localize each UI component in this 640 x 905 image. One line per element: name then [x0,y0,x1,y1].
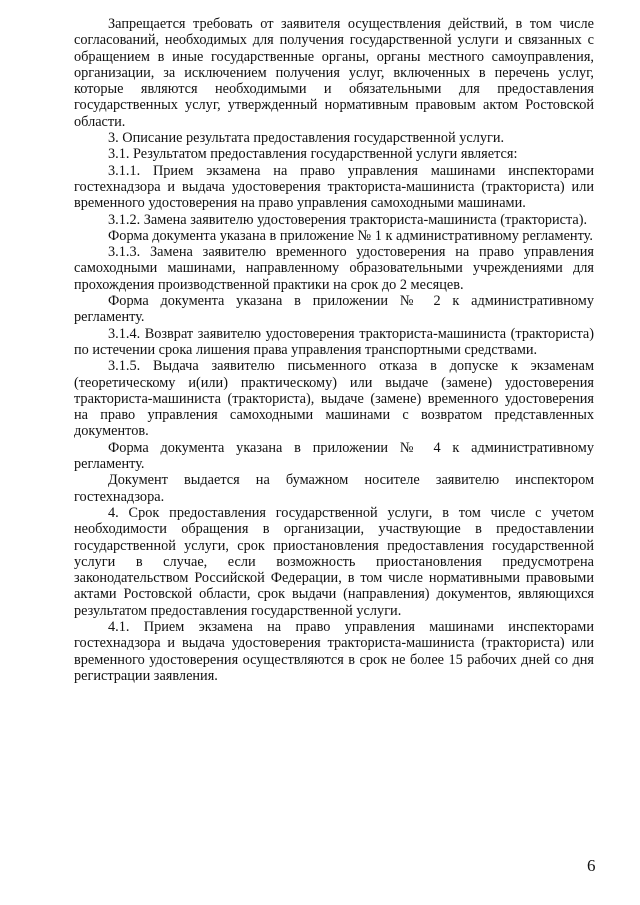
paragraph-form-appendix-2: Форма документа указана в приложении № 2 к административному регламенту. [74,293,594,326]
paragraph-document-issued: Документ выдается на бумажном носителе заявителю инспектором гостехнадзора. [74,472,594,505]
paragraph-3-1: 3.1. Результатом предоставления государственной услуги является: [108,146,518,163]
paragraph-4-1: 4.1. Прием экзамена на право управления машинами инспекторами гостехнадзора и выдача удостоверения тракториста-машиниста (тракториста) или временного удостоверения осуществляются в срок не более 15 рабочих дней со дня регистрации заявления. [74,618,594,684]
paragraph-3-1-3: 3.1.3. Замена заявителю временного удостоверения на право управления самоходными машинами, направленному образовательными учреждениями для прохождения производственной практики на срок до 2 месяцев. [74,244,594,293]
paragraph-3-1-4: 3.1.4. Возврат заявителю удостоверения тракториста-машиниста (тракториста) по истечении срока лишения права управления транспортными средствами. [74,325,594,358]
document-page [74,16,594,684]
page-number: 6 [587,856,596,875]
paragraph-3-1-2: 3.1.2. Замена заявителю удостоверения тракториста-машиниста (тракториста). [108,211,588,228]
paragraph-3-1-5: 3.1.5. Выдача заявителю письменного отказа в допуске к экзаменам (теоретическому и(или) практическому) или выдаче (замене) удостоверения тракториста-машиниста (тракториста), выдаче (замене) временного удостоверения на право управления самоходными машинами с возвратом представленных документов. [74,358,594,440]
paragraph-prohibition: Запрещается требовать от заявителя осуществления действий, в том числе согласований, необходимых для получения государственной услуги и связанных с обращением в иные государственные органы, органы местного самоуправления, организации, за исключением получения услуг, включенных в перечень услуг, которые являются необходимыми и обязательными для предоставления государственных услуг, утвержденный нормативным правовым актом Ростовской области. [74,16,594,130]
paragraph-form-appendix-1: Форма документа указана в приложение № 1 к административному регламенту. [108,227,593,244]
paragraph-3-1-1: 3.1.1. Прием экзамена на право управления машинами инспекторами гостехнадзора и выдача удостоверения тракториста-машиниста (тракториста) или временного удостоверения на право управления самоходными машинами. [74,162,594,212]
paragraph-form-appendix-4: Форма документа указана в приложении № 4 к административному регламенту. [74,439,594,473]
paragraph-section-4-heading: 4. Срок предоставления государственной услуги, в том числе с учетом необходимости обращения в организации, участвующие в предоставлении государственной услуги, срок приостановления предоставления государственной услуги в случае, если возможность приостановления предусмотрена законодательством Российской Федерации, в том числе нормативными правовыми актами Ростовской области, срок выдачи (направления) документов, являющихся результатом предоставления государственной услуги. [74,504,594,619]
paragraph-section-3-heading: 3. Описание результата предоставления государственной услуги. [108,130,505,147]
